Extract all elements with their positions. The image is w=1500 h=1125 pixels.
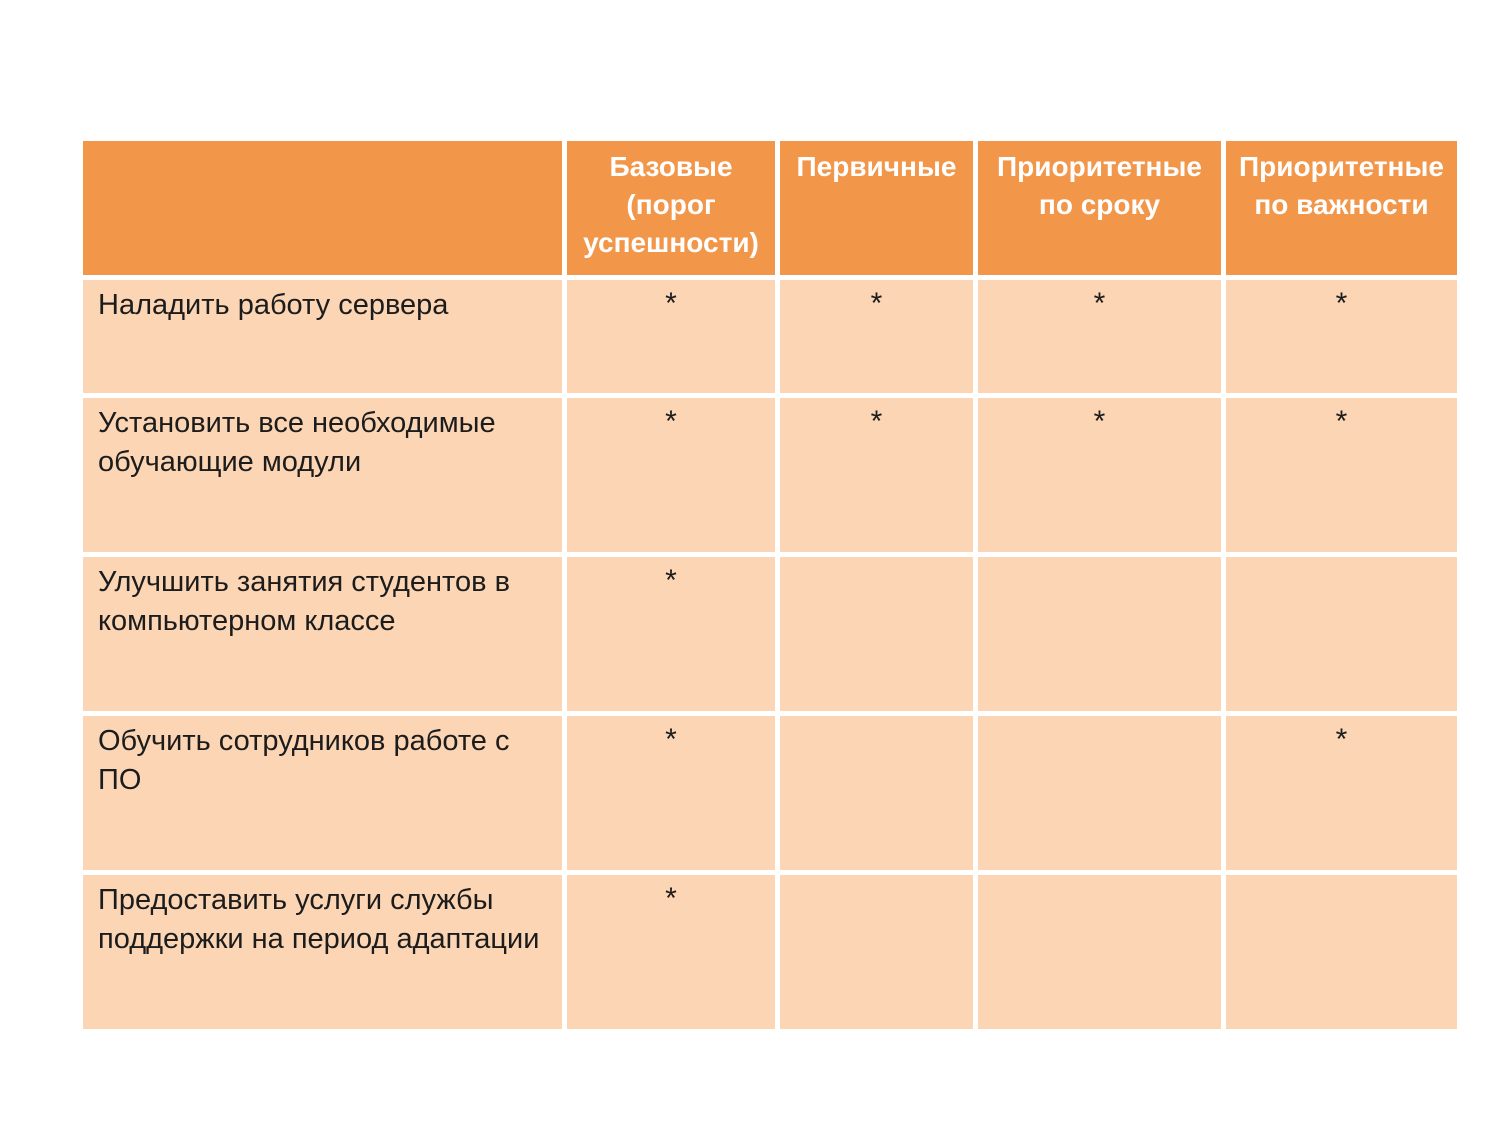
mark-cell bbox=[780, 716, 973, 870]
mark-cell bbox=[780, 875, 973, 1029]
row-label: Установить все необходимые обучающие модули bbox=[83, 398, 562, 552]
mark-cell: * bbox=[978, 280, 1221, 393]
mark-cell bbox=[1226, 875, 1457, 1029]
mark-cell: * bbox=[567, 280, 775, 393]
table-row bbox=[83, 557, 1457, 711]
mark-cell bbox=[780, 557, 973, 711]
mark-cell: * bbox=[1226, 280, 1457, 393]
mark-cell: * bbox=[567, 875, 775, 1029]
mark-cell: * bbox=[567, 557, 775, 711]
mark-cell bbox=[1226, 557, 1457, 711]
row-label: Обучить сотрудников работе с ПО bbox=[83, 716, 562, 870]
header-cell-primary: Первичные bbox=[780, 141, 973, 275]
header-row bbox=[83, 141, 1457, 275]
header-cell-priority-by-deadline: Приоритетные по сроку bbox=[978, 141, 1221, 275]
table-row bbox=[83, 875, 1457, 1029]
mark-cell: * bbox=[1226, 716, 1457, 870]
header-cell-basic: Базовые (порог успешности) bbox=[567, 141, 775, 275]
mark-cell: * bbox=[780, 398, 973, 552]
mark-cell: * bbox=[978, 398, 1221, 552]
header-cell-priority-by-importance: Приоритетные по важности bbox=[1226, 141, 1457, 275]
priorities-table bbox=[78, 136, 1462, 1034]
row-label: Предоставить услуги службы поддержки на период адаптации bbox=[83, 875, 562, 1029]
row-label: Наладить работу сервера bbox=[83, 280, 562, 393]
mark-cell bbox=[978, 875, 1221, 1029]
mark-cell: * bbox=[567, 716, 775, 870]
header-cell-empty bbox=[83, 141, 562, 275]
mark-cell bbox=[978, 557, 1221, 711]
mark-cell bbox=[978, 716, 1221, 870]
mark-cell: * bbox=[567, 398, 775, 552]
mark-cell: * bbox=[1226, 398, 1457, 552]
table-row bbox=[83, 280, 1457, 393]
mark-cell: * bbox=[780, 280, 973, 393]
table-row bbox=[83, 716, 1457, 870]
row-label: Улучшить занятия студентов в компьютерном классе bbox=[83, 557, 562, 711]
table-row bbox=[83, 398, 1457, 552]
